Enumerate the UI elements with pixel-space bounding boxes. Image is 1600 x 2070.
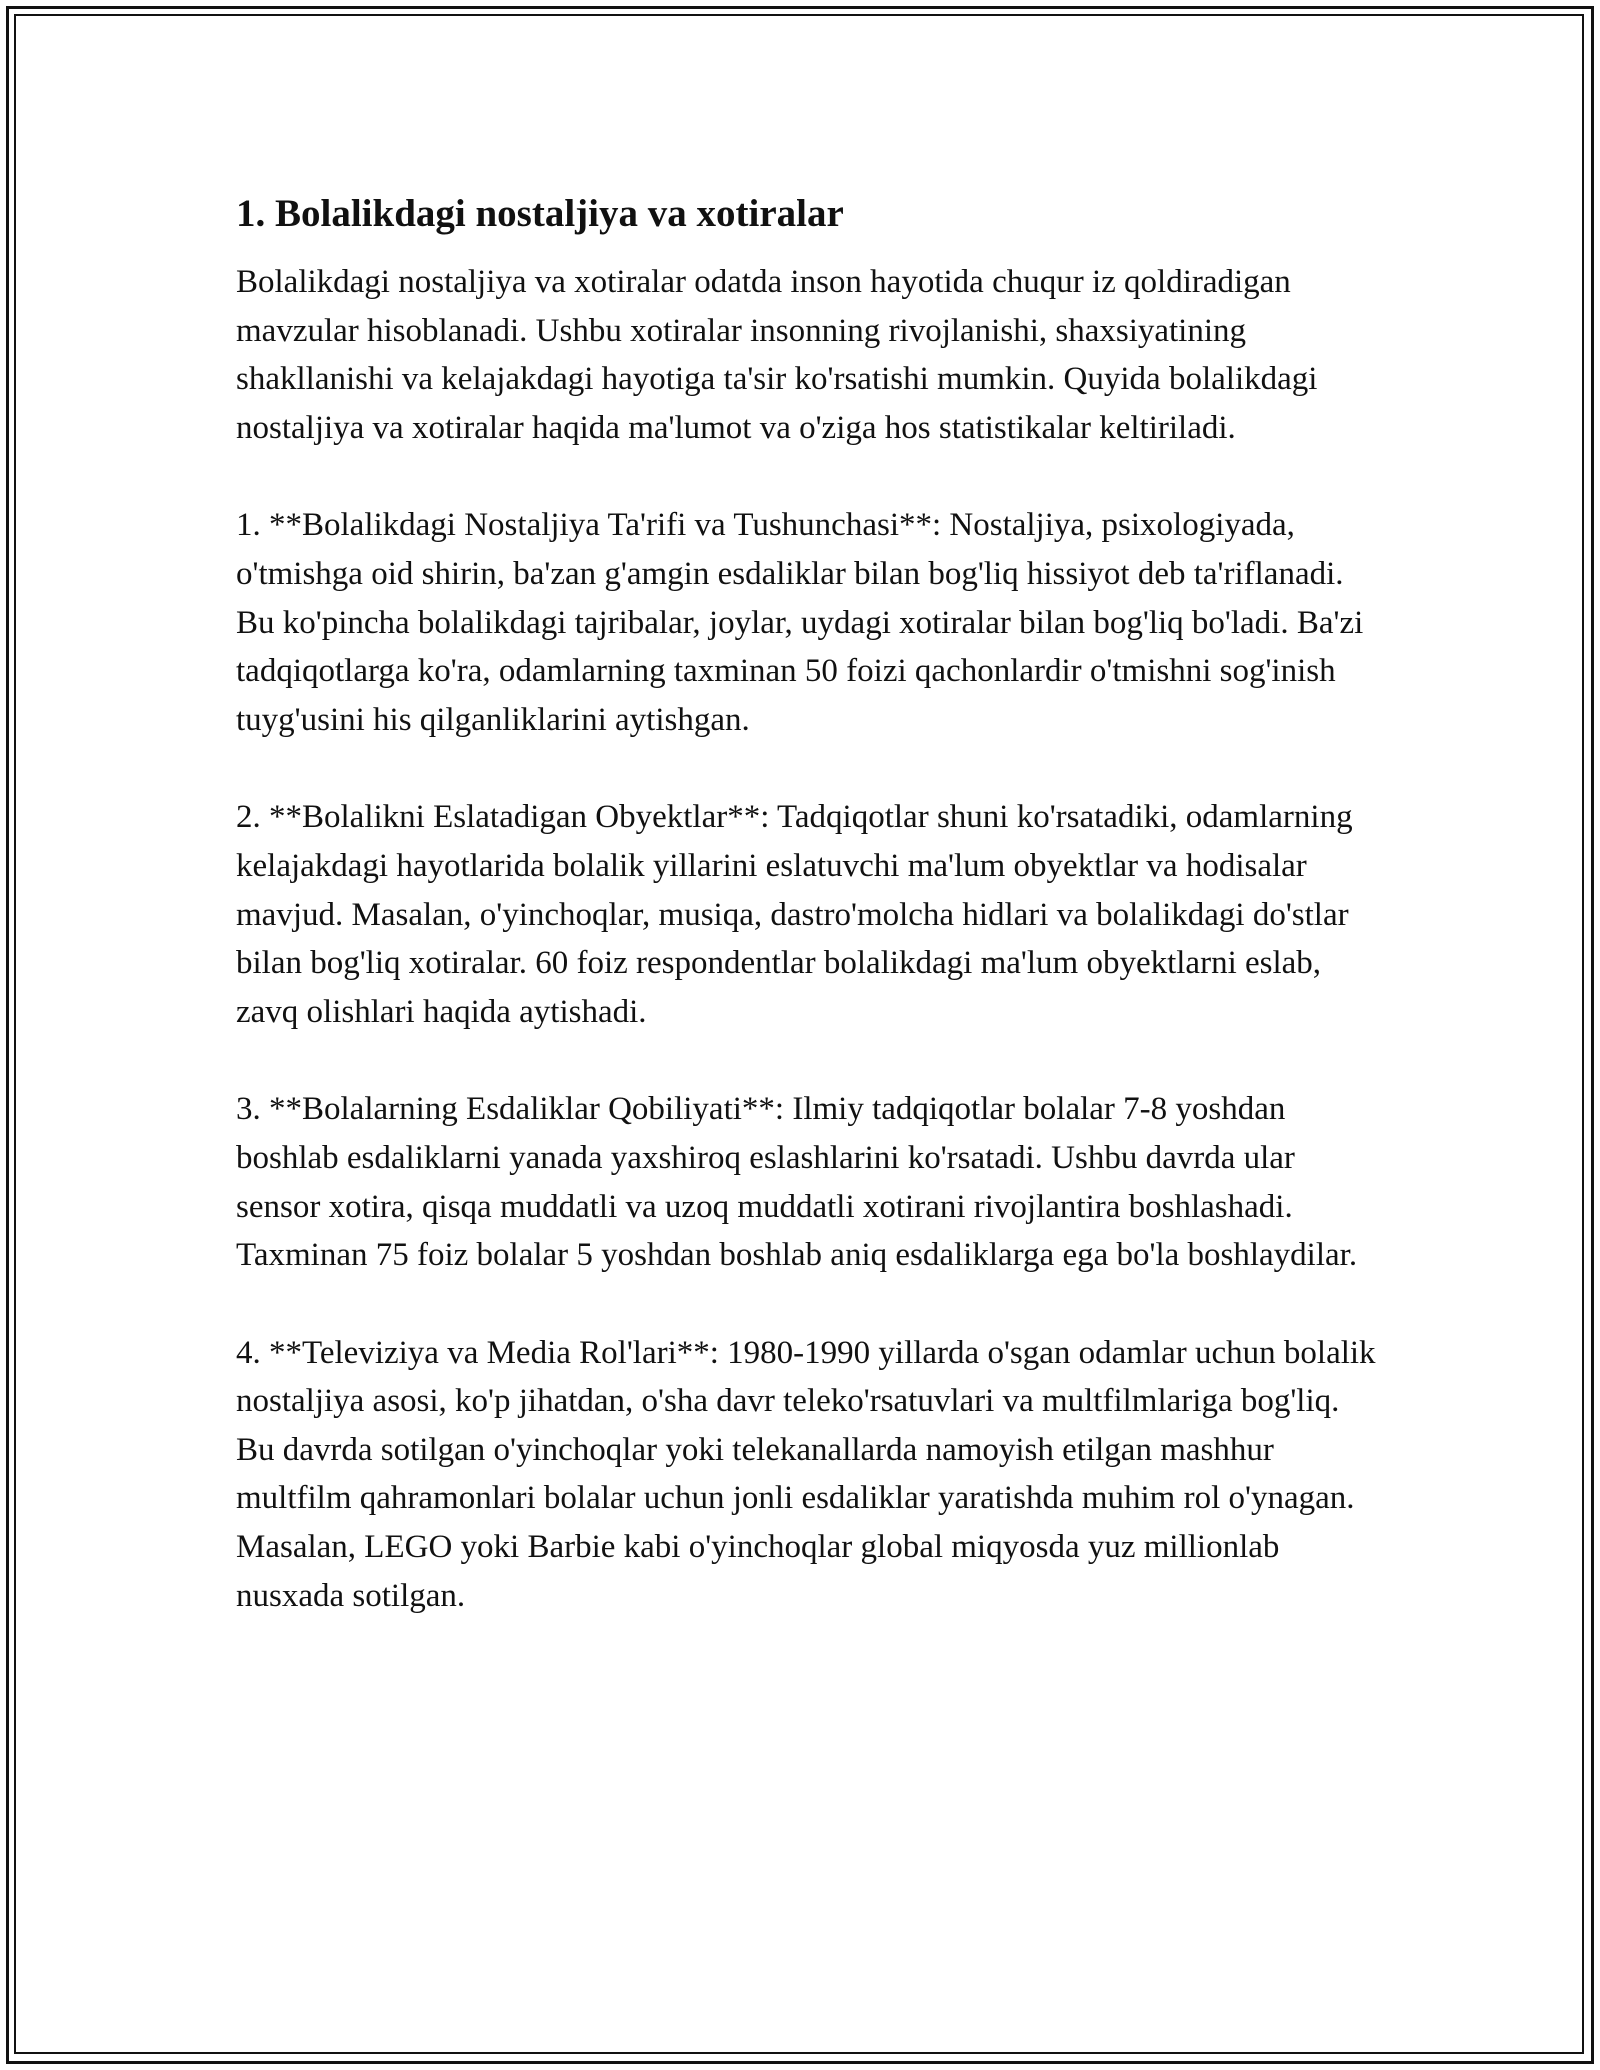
document-body [236, 188, 1386, 1669]
document-title: 1. Bolalikdagi nostaljiya va xotiralar [236, 192, 844, 235]
paragraph-item-4: 4. **Televiziya va Media Rol'lari**: 1980-1990 yillarda o'sgan odamlar uchun bolalik nostaljiya asosi, ko'p jihatdan, o'sha davr teleko'rsatuvlari va multfilmlariga bog'liq. Bu davrda sotilgan o'yinchoqlar yoki telekanallarda namoyish etilgan mashhur multfilm qahramonlari bolalar uchun jonli esdaliklar yaratishda muhim rol o'ynagan. Masalan, LEGO yoki Barbie kabi o'yinchoqlar global miqyosda yuz millionlab nusxada sotilgan. [236, 1334, 1376, 1614]
paragraph-item-1: 1. **Bolalikdagi Nostaljiya Ta'rifi va Tushunchasi**: Nostaljiya, psixologiyada, o'tmishga oid shirin, ba'zan g'amgin esdaliklar bilan bog'liq hissiyot deb ta'riflanadi. Bu ko'pincha bolalikdagi tajribalar, joylar, uydagi xotiralar bilan bog'liq bo'ladi. Ba'zi tadqiqotlarga ko'ra, odamlarning taxminan 50 foizi qachonlardir o'tmishni sog'inish tuyg'usini his qilganliklarini aytishgan. [236, 507, 1364, 738]
paragraph-intro: Bolalikdagi nostaljiya va xotiralar odatda inson hayotida chuqur iz qoldiradigan mavzular hisoblanadi. Ushbu xotiralar insonning rivojlanishi, shaxsiyatining shakllanishi va kelajakdagi hayotiga ta'sir ko'rsatishi mumkin. Quyida bolalikdagi nostaljiya va xotiralar haqida ma'lumot va o'ziga hos statistikalar keltiriladi. [236, 264, 1318, 446]
paragraph-item-2: 2. **Bolalikni Eslatadigan Obyektlar**: Tadqiqotlar shuni ko'rsatadiki, odamlarning kelajakdagi hayotlarida bolalik yillarini eslatuvchi ma'lum obyektlar va hodisalar mavjud. Masalan, o'yinchoqlar, musiqa, dastro'molcha hidlari va bolalikdagi do'stlar bilan bog'liq xotiralar. 60 foiz respondentlar bolalikdagi ma'lum obyektlarni eslab, zavq olishlari haqida aytishadi. [236, 799, 1353, 1030]
paragraph-item-3: 3. **Bolalarning Esdaliklar Qobiliyati**: Ilmiy tadqiqotlar bolalar 7-8 yoshdan boshlab esdaliklarni yanada yaxshiroq eslashlarini ko'rsatadi. Ushbu davrda ular sensor xotira, qisqa muddatli va uzoq muddatli xotirani rivojlantira boshlashadi. Taxminan 75 foiz bolalar 5 yoshdan boshlab aniq esdaliklarga ega bo'la boshlaydilar. [236, 1091, 1358, 1274]
